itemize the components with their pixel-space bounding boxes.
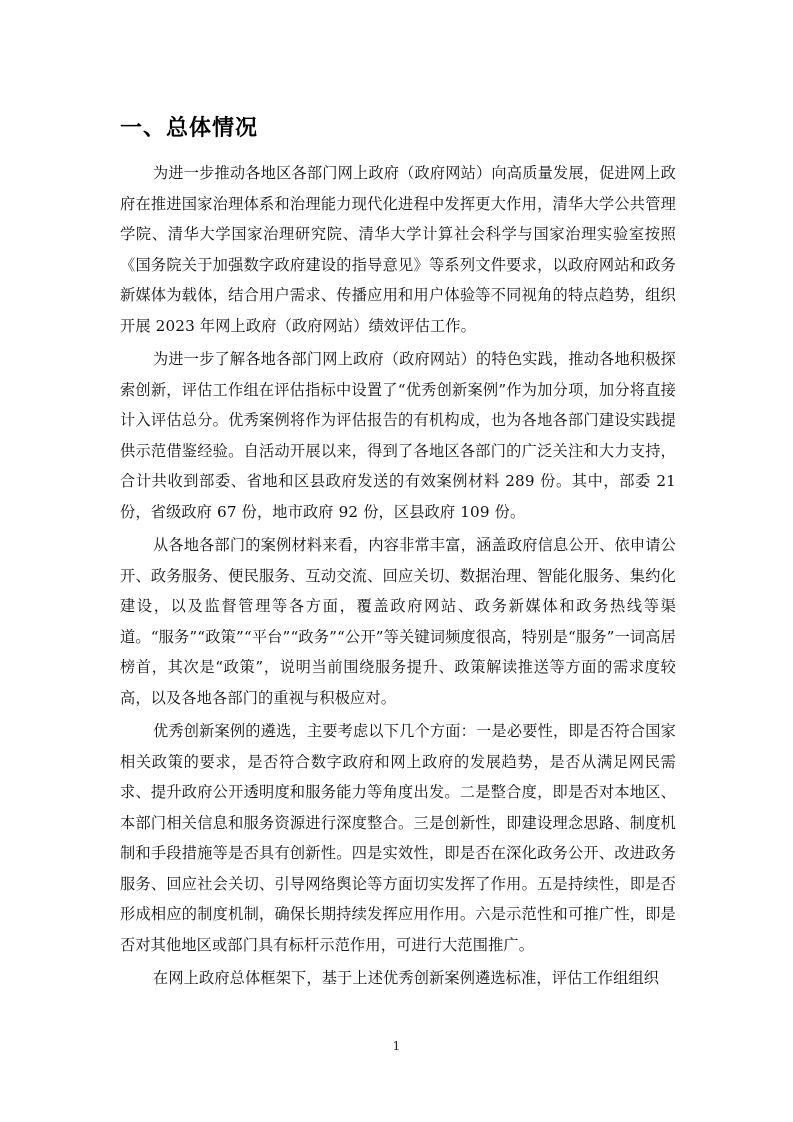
body-text [120,158,676,997]
paragraph-case-content: 从各地各部门的案例材料来看，内容非常丰富，涵盖政府信息公开、依申请公开、政务服务、便民服务、互动交流、回应关切、数据治理、智能化服务、集约化建设，以及监督管理等各方面，覆盖政府网站、政务新媒体和政务热线等渠道。“服务”“政策”“平台”“政务”“公开”等关键词频度很高，特别是“服务”一词高居榜首，其次是“政策”，说明当前围绕服务提升、政策解读推送等方面的需求度较高，以及各地各部门的重视与积极应对。 [120,536,676,707]
page-number: 1 [392,1039,401,1053]
section-heading: 一、总体情况 [120,116,259,141]
paragraph-background: 为进一步推动各地区各部门网上政府（政府网站）向高质量发展，促进网上政府在推进国家治理体系和治理能力现代化进程中发挥更大作用，清华大学公共管理学院、清华大学国家治理研究院、清华大学计算社会科学与国家治理实验室按照《国务院关于加强数字政府建设的指导意见》等系列文件要求，以政府网站和政务新媒体为载体，结合用户需求、传播应用和用户体验等不同视角的特点趋势，组织开展 2023 年网上政府（政府网站）绩效评估工作。 [120,164,676,335]
paragraph-case-collection: 为进一步了解各地各部门网上政府（政府网站）的特色实践，推动各地积极探索创新，评估工作组在评估指标中设置了“优秀创新案例”作为加分项，加分将直接计入评估总分。优秀案例将作为评估报告的有机构成，也为各地各部门建设实践提供示范借鉴经验。自活动开展以来，得到了各地区各部门的广泛关注和大力支持，合计共收到部委、省地和区县政府发送的有效案例材料 289 份。其中，部委 21 份，省级政府 67 份，地市政府 92 份，区县政府 109 份。 [120,350,676,521]
paragraph-framework: 在网上政府总体框架下，基于上述优秀创新案例遴选标准，评估工作组组织 [153,969,660,987]
paragraph-selection-criteria: 优秀创新案例的遴选，主要考虑以下几个方面：一是必要性，即是否符合国家相关政策的要求，是否符合数字政府和网上政府的发展趋势，是否从满足网民需求、提升政府公开透明度和服务能力等角度出发。二是整合度，即是否对本地区、本部门相关信息和服务资源进行深度整合。三是创新性，即建设理念思路、制度机制和手段措施等是否具有创新性。四是实效性，即是否在深化政务公开、改进政务服务、回应社会关切、引导网络舆论等方面切实发挥了作用。五是持续性，即是否形成相应的制度机制，确保长期持续发挥应用作用。六是示范性和可推广性，即是否对其他地区或部门具有标杆示范作用，可进行大范围推广。 [120,722,676,954]
